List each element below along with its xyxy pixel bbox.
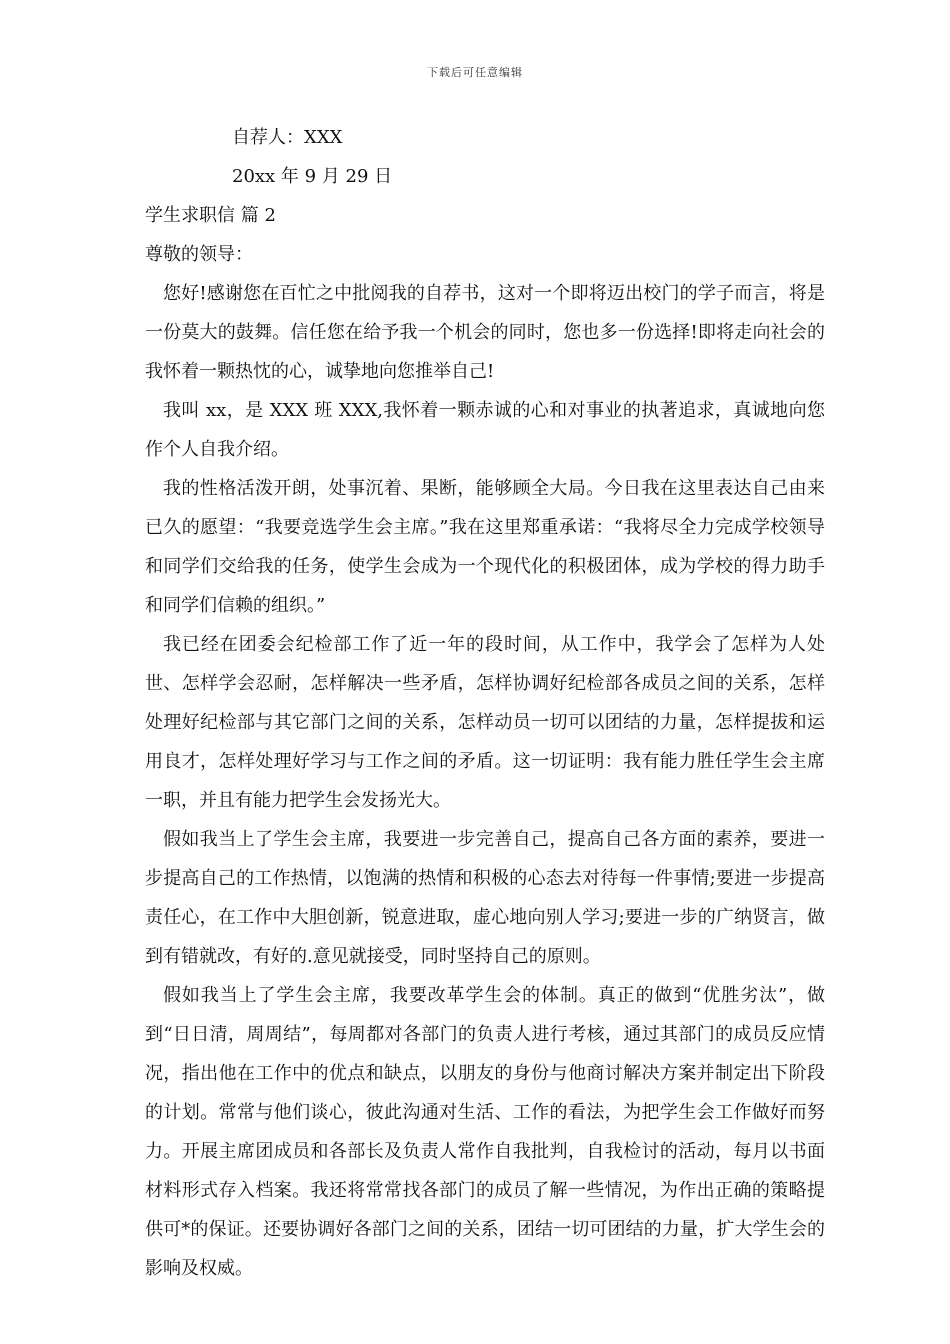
signature-date: 20xx 年 9 月 29 日 (232, 166, 393, 187)
signature-recommender: 自荐人：XXX (232, 127, 343, 148)
letter-title: 学生求职信 篇 2 (145, 205, 276, 226)
paragraph-reform: 假如我当上了学生会主席，我要改革学生会的体制。真正的做到“优胜劣汰”，做到“日日清，周周结”，每周都对各部门的负责人进行考核，通过其部门的成员反应情况，指出他在工作中的优点和缺点，以朋友的身份与他商讨解决方案并制定出下阶段的计划。常常与他们谈心，彼此沟通对生活、工作的看法，为把学生会工作做好而努力。开展主席团成员和各部长及负责人常作自我批判，自我检讨的活动，每月以书面材料形式存入档案。我还将常常找各部门的成员了解一些情况，为作出正确的策略提供可*的保证。还要协调好各部门之间的关系，团结一切可团结的力量，扩大学生会的影响及权威。 (145, 985, 825, 1279)
paragraph-personality: 我的性格活泼开朗，处事沉着、果断，能够顾全大局。今日我在这里表达自己由来已久的愿望：“我要竞选学生会主席。”我在这里郑重承诺：“我将尽全力完成学校领导和同学们交给我的任务，使学生会成为一个现代化的积极团体，成为学校的得力助手和同学们信赖的组织。” (145, 478, 825, 616)
paragraph-experience: 我已经在团委会纪检部工作了近一年的段时间，从工作中，我学会了怎样为人处世、怎样学会忍耐，怎样解决一些矛盾，怎样协调好纪检部各成员之间的关系，怎样处理好纪检部与其它部门之间的关系，怎样动员一切可以团结的力量，怎样提拔和运用良才，怎样处理好学习与工作之间的矛盾。这一切证明：我有能力胜任学生会主席一职，并且有能力把学生会发扬光大。 (145, 634, 825, 811)
letter-salutation: 尊敬的领导： (145, 244, 253, 265)
paragraph-introduction: 我叫 xx，是 XXX 班 XXX,我怀着一颗赤诚的心和对事业的执著追求，真诚地向您作个人自我介绍。 (145, 400, 825, 460)
header-note: 下载后可任意编辑 (427, 66, 523, 79)
document-body (145, 118, 825, 1288)
paragraph-greeting: 您好!感谢您在百忙之中批阅我的自荐书，这对一个即将迈出校门的学子而言，将是一份莫大的鼓舞。信任您在给予我一个机会的同时，您也多一份选择!即将走向社会的我怀着一颗热忱的心，诚挚地向您推举自己! (145, 283, 825, 382)
paragraph-self-improvement: 假如我当上了学生会主席，我要进一步完善自己，提高自己各方面的素养，要进一步提高自己的工作热情，以饱满的热情和积极的心态去对待每一件事情;要进一步提高责任心，在工作中大胆创新，锐意进取，虚心地向别人学习;要进一步的广纳贤言，做到有错就改，有好的.意见就接受，同时坚持自己的原则。 (145, 829, 825, 967)
